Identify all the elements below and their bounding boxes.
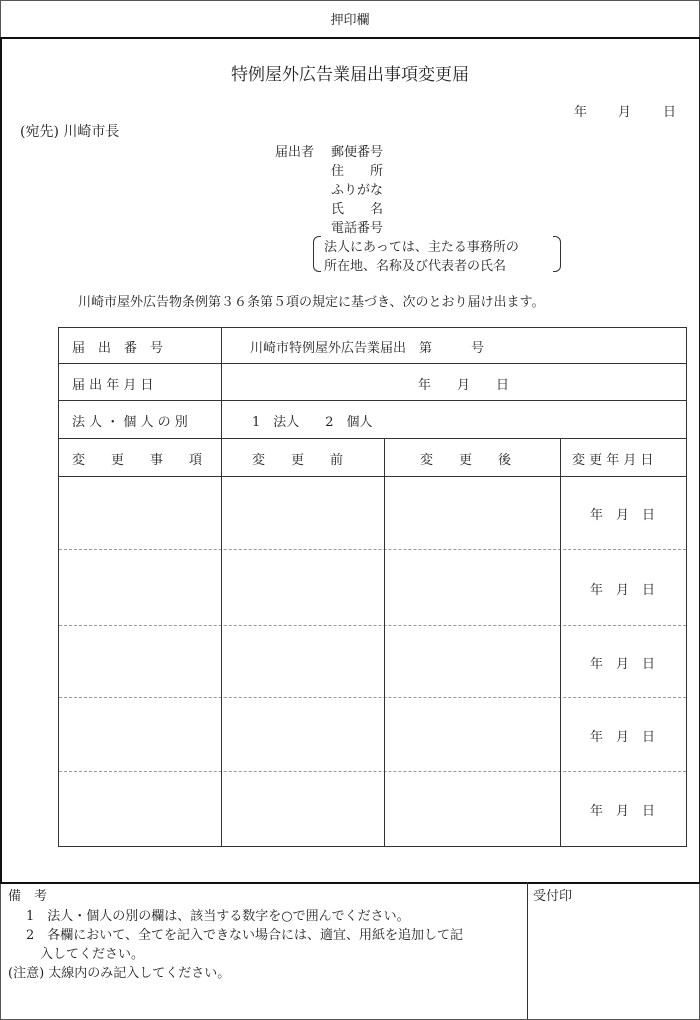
remarks-item-2-line1: 2 各欄において、全てを記入できない場合には、適宜、用紙を追加して記 xyxy=(26,928,464,943)
corp-note-line2: 所在地、名称及び代表者の氏名 xyxy=(324,259,507,274)
intro-text: 川崎市屋外広告物条例第３６条第５項の規定に基づき、次のとおり届け出ます。 xyxy=(78,295,545,310)
reception-stamp-label: 受付印 xyxy=(533,889,573,904)
reception-stamp-box[interactable] xyxy=(528,902,698,1018)
header-before: 変 更 前 xyxy=(252,453,344,468)
notification-number-label: 届 出 番 号 xyxy=(72,341,164,356)
entry-date-5[interactable]: 年 月 日 xyxy=(590,804,656,819)
notification-date-value[interactable]: 年 月 日 xyxy=(418,378,510,393)
entry-date-2[interactable]: 年 月 日 xyxy=(590,583,656,598)
stamp-header: 押印欄 xyxy=(330,13,370,28)
notification-date-label: 届 出 年 月 日 xyxy=(72,378,154,393)
entry-date-4[interactable]: 年 月 日 xyxy=(590,730,656,745)
field-name[interactable]: 氏 名 xyxy=(331,202,384,217)
right-bracket xyxy=(553,236,561,272)
header-after: 変 更 後 xyxy=(420,453,512,468)
remarks-item-1: 1 法人・個人の別の欄は、該当する数字を○で囲んでください。 xyxy=(26,909,410,924)
entry-cells[interactable] xyxy=(59,477,685,845)
field-address[interactable]: 住 所 xyxy=(331,164,384,179)
addressee: (宛先) 川崎市長 xyxy=(20,124,120,140)
header-change-date: 変 更 年 月 日 xyxy=(572,453,654,468)
entity-type-label: 法 人 ・ 個 人 の 別 xyxy=(72,415,188,430)
date-year[interactable]: 年 xyxy=(574,105,588,120)
date-day[interactable]: 日 xyxy=(663,105,677,120)
remarks-caution: (注意) 太線内のみ記入してください。 xyxy=(8,966,231,981)
notification-number-value[interactable]: 川崎市特例屋外広告業届出 第 号 xyxy=(250,341,485,356)
field-phone[interactable]: 電話番号 xyxy=(331,221,384,236)
corp-note-line1: 法人にあっては、主たる事務所の xyxy=(324,240,519,255)
date-month[interactable]: 月 xyxy=(618,105,632,120)
field-postal-code[interactable]: 郵便番号 xyxy=(331,145,384,160)
remarks-item-2-line2: 入してください。 xyxy=(40,947,145,962)
field-furigana[interactable]: ふりがな xyxy=(331,183,384,198)
notifier-label: 届出者 xyxy=(275,145,315,160)
remarks-heading: 備 考 xyxy=(8,889,48,904)
entry-date-3[interactable]: 年 月 日 xyxy=(590,657,656,672)
entity-type-options[interactable]: 1 法人 2 個人 xyxy=(252,415,373,430)
form-title: 特例屋外広告業届出事項変更届 xyxy=(231,65,469,85)
left-bracket xyxy=(313,236,321,272)
header-change-item: 変 更 事 項 xyxy=(72,453,203,468)
entry-date-1[interactable]: 年 月 日 xyxy=(590,508,656,523)
